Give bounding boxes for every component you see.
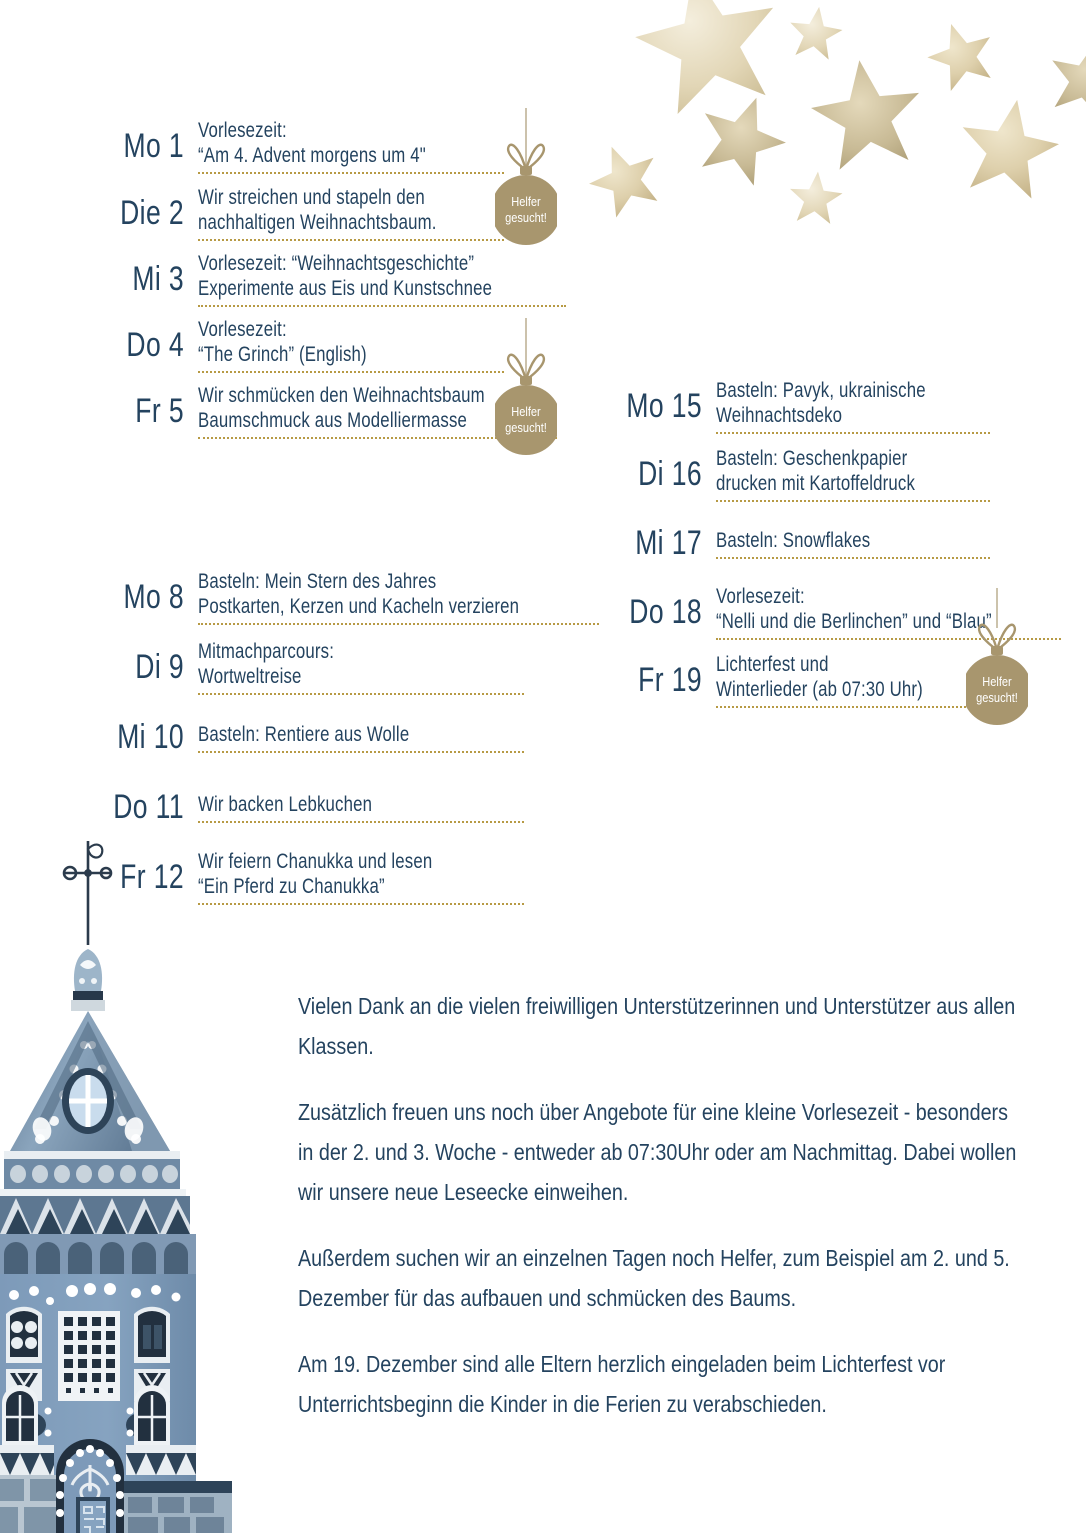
calendar-row [84,632,524,702]
day-entry [198,849,524,905]
day-entry [198,251,566,307]
calendar-week-3 [590,372,990,714]
calendar-row [84,180,504,246]
entry-line: “The Grinch” (English) [198,343,367,366]
day-entry [198,118,504,174]
day-label: Di 16 [638,454,702,493]
day-entry [716,378,990,434]
calendar-row [84,378,504,444]
entry-line: Lichterfest und [716,653,829,676]
entry-line: Experimente aus Eis und Kunstschnee [198,277,493,300]
calendar-row [84,112,504,180]
day-label: Mo 15 [626,386,702,425]
entry-line: Weihnachtsdeko [716,404,843,427]
note-paragraph: Am 19. Dezember sind alle Eltern herzlich eingeladen beim Lichterfest vor Unterrichtsbeginn die Kinder in die Ferien zu verabschieden. [298,1351,946,1417]
calendar-row [84,312,504,378]
helper-wanted-ornament[interactable] [495,108,557,248]
entry-line: Wir backen Lebkuchen [198,792,373,816]
calendar-row [590,578,990,646]
day-label: Do 11 [113,787,184,826]
entry-line: Vorlesezeit: [198,318,287,341]
ornament-line-1: Helfer [982,674,1012,689]
star-icon [687,83,797,191]
helper-wanted-ornament[interactable] [966,588,1028,728]
calendar-row [84,562,524,632]
entry-line: “Nelli und die Berlinchen” und “Blau” [716,610,992,633]
day-label: Mi 3 [132,259,184,298]
entry-line: Vorlesezeit: [716,585,805,608]
ornament-line-1: Helfer [511,404,541,419]
day-entry [716,528,990,559]
ornament-line-2: gesucht! [505,420,547,435]
calendar-week-1 [84,112,504,444]
day-label: Mi 17 [635,523,702,562]
church-illustration [0,833,232,1538]
entry-line: drucken mit Kartoffeldruck [716,472,916,495]
note-paragraph: Vielen Dank an die vielen freiwilligen Unterstützerinnen und Unterstützer aus allen Klassen. [298,993,1016,1059]
ornament-line-2: gesucht! [976,690,1018,705]
entry-line: Baumschmuck aus Modelliermasse [198,409,468,432]
entry-line: Wir feiern Chanukka und lesen [198,850,433,873]
calendar-row [590,646,990,714]
day-label: Fr 5 [135,391,184,430]
entry-line: Wir streichen und stapeln den [198,186,425,209]
star-icon [786,3,845,61]
entry-line: Postkarten, Kerzen und Kacheln verzieren [198,595,520,618]
church-illustration-svg [0,833,232,1533]
entry-line: Winterlieder (ab 07:30 Uhr) [716,678,923,701]
day-entry [198,569,599,625]
christmas-ornament-icon [495,108,557,248]
star-icon [579,134,669,222]
day-label: Mo 1 [123,126,184,165]
day-entry [198,722,524,753]
ornament-line-1: Helfer [511,194,541,209]
entry-line: Vorlesezeit: [198,119,287,142]
day-label: Mi 10 [117,717,184,756]
calendar-row [590,372,990,440]
christmas-ornament-icon [495,318,557,458]
entry-line: Basteln: Mein Stern des Jahres [198,570,437,593]
day-entry [198,792,524,823]
note-paragraph: Zusätzlich freuen uns noch über Angebote für eine kleine Vorlesezeit - besonders in der 2. und 3. Woche - entweder ab 07:30Uhr oder am Nachmittag. Dabei wollen wir unsere neue Leseecke einweihen. [298,1099,1017,1205]
day-label: Mo 8 [123,577,184,616]
day-entry [198,317,504,373]
star-icon [624,0,790,119]
entry-line: “Am 4. Advent morgens um 4" [198,144,426,167]
day-entry [198,639,524,695]
star-icon [953,91,1066,201]
day-label: Do 4 [126,325,184,364]
star-icon [920,14,1002,95]
helper-wanted-ornament[interactable] [495,318,557,458]
calendar-row [84,772,524,842]
day-entry [716,446,990,502]
entry-line: nachhaltigen Weihnachtsbaum. [198,211,437,234]
day-label: Fr 19 [638,660,702,699]
christmas-ornament-icon [966,588,1028,728]
day-label: Die 2 [120,193,184,232]
calendar-row [590,440,990,508]
weathervane-icon [64,841,112,945]
entry-line: Basteln: Snowflakes [716,528,871,552]
entry-line: Vorlesezeit: “Weihnachtsgeschichte” [198,252,475,275]
calendar-row [590,508,990,578]
ornament-line-2: gesucht! [505,210,547,225]
calendar-row [84,246,504,312]
entry-line: Wortweltreise [198,665,302,688]
day-entry [198,185,504,241]
day-entry [716,652,990,708]
star-icon [1041,33,1086,122]
calendar-row [84,702,524,772]
entry-line: Basteln: Rentiere aus Wolle [198,722,410,746]
notes-section [298,986,1028,1424]
day-label: Fr 12 [120,857,184,896]
entry-line: “Ein Pferd zu Chanukka” [198,875,385,898]
day-label: Di 9 [135,647,184,686]
note-paragraph: Außerdem suchen wir an einzelnen Tagen noch Helfer, zum Beispiel am 2. und 5. Dezember für das aufbauen und schmücken des Baums. [298,1245,1010,1311]
entry-line: Wir schmücken den Weihnachtsbaum [198,384,485,407]
star-icon [805,53,928,173]
entry-line: Mitmachparcours: [198,640,335,663]
star-icon [787,169,844,224]
day-label: Do 18 [629,592,702,631]
entry-line: Basteln: Pavyk, ukrainische [716,379,926,402]
entry-line: Basteln: Geschenkpapier [716,447,908,470]
